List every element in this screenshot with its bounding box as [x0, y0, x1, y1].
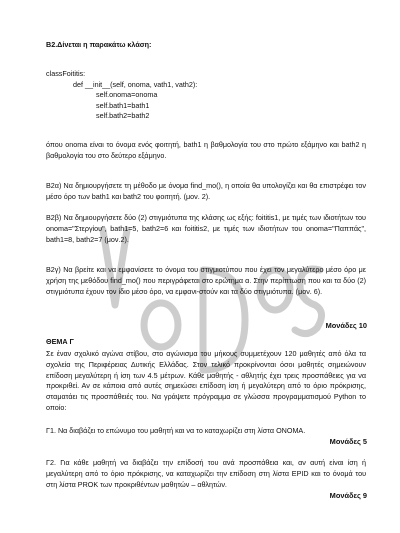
- b2-heading: B2.Δίνεται η παρακάτω κλάση:: [46, 40, 152, 49]
- g1-marks: Μονάδες 5: [329, 437, 367, 446]
- code-line-bath2: self.bath2=bath2: [96, 111, 150, 121]
- theme-g-heading: ΘΕΜΑ Γ: [46, 337, 74, 346]
- code-line-init: def __init__(self, onoma, vath1, vath2):: [73, 79, 198, 89]
- theme-g-intro: Σε έναν σχολικό αγώνα στίβου, στο αγώνισμα του μήκους συμμετέχουν 120 μαθητές από όλα τα σχολεία της Περιφέρειας Δυτικής Ελλάδας. Στον τελικό προκρίνονται όσοι μαθητές σημειώνουν επίδοση μεγαλύτερη ή ίση των 4.5 μέτρων. Κάθε μαθητής - αθλητής έχει τρεις προσπάθειες για να προκριθεί. Αν σε κάποια από αυτές σημειώσει επίδοση ίση ή μεγαλύτερη από το όριο πρόκρισης, σταματάει τις προσπάθειές του. Να γράψετε πρόγραμμα σε γλώσσα προγραμματισμού Python το οποίο:: [46, 349, 366, 412]
- class-description: όπου onoma είναι το όνομα ενός φοιτητή, bath1 η βαθμολογία του στο πρώτο εξάμηνο και bath2 η βαθμολογία του στο δεύτερο εξάμηνο.: [46, 140, 366, 160]
- g2-marks: Μονάδες 9: [329, 491, 367, 500]
- code-block: [46, 69, 197, 122]
- question-b2b: B2β) Να δημιουργήσετε δύο (2) στιγμιότυπα της κλάσης ως εξής: foititis1, με τιμές των ιδιοτήτων του onoma="Στεργίου", bath1=5, bath2=6 και foititis2, με τιμές των ιδιοτήτων του onoma="Παππάς", bath1=8, bath2=7 (μον.2).: [46, 213, 366, 244]
- question-b2a: B2α) Να δημιουργήσετε τη μέθοδο με όνομα find_mo(), η οποία θα υπολογίζει και θα επιστρέφει τον μέσο όρο των bath1 και bath2 του φοιτητή. (μον. 2).: [46, 181, 366, 201]
- code-line-bath1: self.bath1=bath1: [96, 100, 150, 110]
- code-line-onoma: self.onoma=onoma: [96, 90, 158, 100]
- question-g2: Γ2. Για κάθε μαθητή να διαβάζει την επίδοσή του ανά προσπάθεια και, αν αυτή είναι ίση ή μεγαλύτερη από το όριο πρόκρισης, να καταχωρίζει την επίδοση στη λίστα EPID και το όνομά του στη λίστα PROK των προκριθέντων μαθητών – αθλητών.: [46, 458, 366, 489]
- code-line-class: classFoititis:: [46, 69, 86, 78]
- question-b2c: B2γ) Να βρείτε και να εμφανίσετε το όνομα του στιγμιοτύπου που έχει τον μεγαλύτερο μέσο όρο με χρήση της μεθόδου find_mo() που περιγράφεται στο ερώτημα α. Στην περίπτωση που και τα δύο (2) στιγμιότυπα έχουν τον ίδιο μέσο όρο, να εμφανι-στούν και τα δύο στιγμιότυπα. (μον. 6).: [46, 265, 366, 296]
- question-g1: Γ1. Να διαβάζει το επώνυμο του μαθητή και να το καταχωρίζει στη λίστα ONOMA.: [46, 426, 306, 435]
- b2-marks: Μονάδες 10: [325, 321, 367, 330]
